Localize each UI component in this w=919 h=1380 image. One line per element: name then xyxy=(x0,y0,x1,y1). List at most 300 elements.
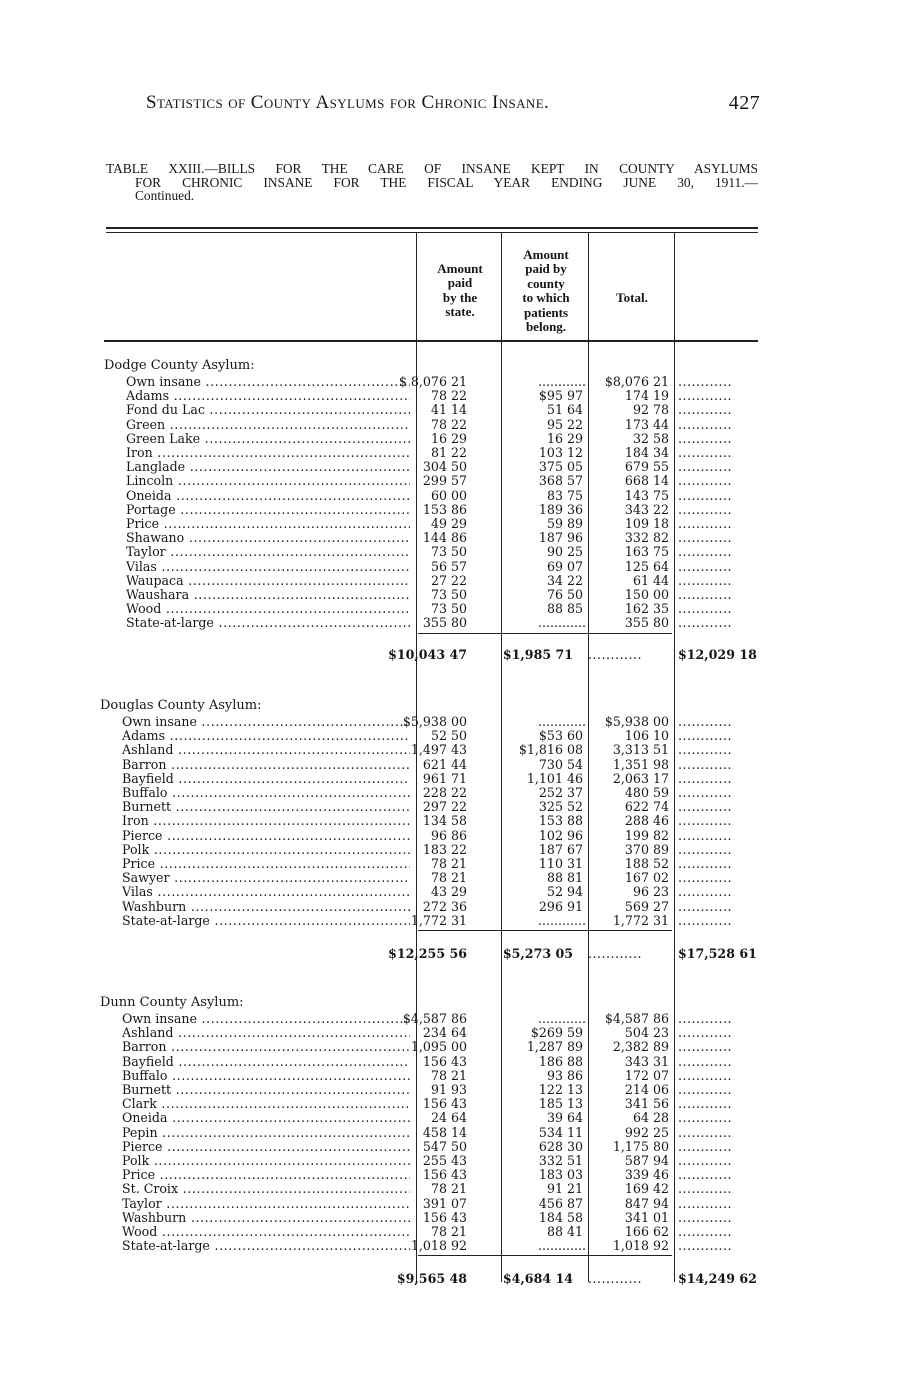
row-total: 61 44 xyxy=(632,572,669,588)
filler-dots: ............ xyxy=(678,573,733,588)
table-row xyxy=(96,1225,766,1239)
header-total-label: Total. xyxy=(616,290,648,305)
row-total: 174 19 xyxy=(624,388,669,404)
row-label: Own insane ..... xyxy=(122,1012,410,1026)
row-total: 188 52 xyxy=(624,856,669,871)
table-row xyxy=(96,800,766,814)
table-row xyxy=(96,588,766,602)
county-amount: ............ xyxy=(537,714,586,729)
grand-total: $14,249 62 xyxy=(678,1271,757,1287)
row-total: 343 22 xyxy=(624,501,669,517)
table-title-line-3: Continued. xyxy=(135,188,195,203)
header-county-line: county xyxy=(527,275,565,291)
row-total: 214 06 xyxy=(624,1082,669,1097)
table-row xyxy=(96,1097,766,1111)
header-county-line: paid by xyxy=(525,261,567,277)
row-total: 163 75 xyxy=(624,544,669,560)
row-total: 341 01 xyxy=(624,1209,669,1225)
county-amount: ............ xyxy=(537,912,586,928)
county-amount: 39 64 xyxy=(546,1110,583,1126)
row-label: Pepin ..... xyxy=(122,1126,410,1140)
total-county: $4,684 14 xyxy=(502,1271,573,1287)
filler-dots: ............ xyxy=(678,729,733,744)
table-row xyxy=(96,517,766,531)
table-row xyxy=(96,1040,766,1054)
county-amount: 59 89 xyxy=(546,516,583,531)
state-amount: 27 22 xyxy=(430,572,467,588)
state-amount: 1,018 92 xyxy=(410,1238,467,1254)
table-row xyxy=(96,885,766,899)
state-amount: 60 00 xyxy=(430,487,467,503)
row-total: 92 78 xyxy=(632,402,669,418)
row-label: Waushara ..... xyxy=(126,588,410,602)
county-amount: 189 36 xyxy=(538,501,583,517)
county-amount: 368 57 xyxy=(538,473,583,489)
filler-dots: ............ xyxy=(678,1210,733,1225)
filler-dots: ............ xyxy=(678,842,733,857)
row-label: Iron ..... xyxy=(122,814,410,828)
page-number: 427 xyxy=(728,92,760,114)
county-amount: $1,816 08 xyxy=(518,742,583,758)
filler-dots: ............ xyxy=(678,814,733,829)
row-label: Barron ..... xyxy=(122,1040,410,1054)
row-label: Oneida ..... xyxy=(122,1111,410,1125)
section-title: Douglas County Asylum: xyxy=(100,698,262,713)
table-row xyxy=(96,900,766,914)
county-amount: 332 51 xyxy=(538,1153,583,1168)
row-total: 504 23 xyxy=(624,1025,669,1041)
state-amount: 24 64 xyxy=(430,1110,467,1126)
row-total: 1,018 92 xyxy=(612,1238,669,1254)
county-amount: 122 13 xyxy=(538,1082,583,1097)
row-total: 143 75 xyxy=(624,487,669,503)
county-amount: 110 31 xyxy=(538,856,583,871)
filler-dots: ............ xyxy=(678,616,733,631)
table-row xyxy=(96,743,766,757)
header-bottom-rule xyxy=(104,340,758,342)
county-amount: 52 94 xyxy=(546,884,583,900)
row-total: 64 28 xyxy=(632,1110,669,1126)
table-row xyxy=(96,531,766,545)
filler-dots: ............ xyxy=(678,460,733,475)
section-title: Dodge County Asylum: xyxy=(104,358,255,373)
county-amount: 628 30 xyxy=(538,1138,583,1154)
table-row xyxy=(96,1182,766,1196)
filler-dots: ............ xyxy=(678,1068,733,1083)
table-row xyxy=(96,602,766,616)
filler-dots: ............ xyxy=(678,502,733,517)
row-total: 339 46 xyxy=(624,1167,669,1183)
filler-dots: ............ xyxy=(678,1040,733,1055)
table-row xyxy=(96,489,766,503)
county-amount: ............ xyxy=(537,1238,586,1254)
row-label: Adams ..... xyxy=(122,729,410,743)
row-label: Ashland ..... xyxy=(122,743,410,757)
state-amount: 1,095 00 xyxy=(410,1039,467,1055)
filler-dots: ............ xyxy=(678,771,733,786)
filler-dots: ............ xyxy=(678,1225,733,1239)
state-amount: $4,587 86 xyxy=(402,1011,467,1026)
filler-dots: ............ xyxy=(678,559,733,574)
county-amount: 534 11 xyxy=(538,1124,583,1140)
table-row xyxy=(96,474,766,488)
running-head xyxy=(146,92,760,116)
table-row xyxy=(96,389,766,403)
header-county-line: to which xyxy=(522,290,570,306)
header-county-line: belong. xyxy=(525,319,567,335)
county-amount: 252 37 xyxy=(538,785,583,800)
table-row xyxy=(96,772,766,786)
row-label: Sawyer ..... xyxy=(122,871,410,885)
table-row xyxy=(96,446,766,460)
state-amount: 304 50 xyxy=(422,459,467,475)
filler-dots: ............ xyxy=(678,1012,733,1026)
county-amount: 88 81 xyxy=(546,870,583,886)
county-amount: 51 64 xyxy=(546,402,583,418)
row-label: Pierce ..... xyxy=(122,829,410,843)
row-total: 341 56 xyxy=(624,1096,669,1112)
table-row xyxy=(96,403,766,417)
state-amount: 458 14 xyxy=(422,1124,467,1140)
table-row xyxy=(96,829,766,843)
row-label: Waupaca ..... xyxy=(126,574,410,588)
table-row xyxy=(96,1069,766,1083)
state-amount: 156 43 xyxy=(422,1167,467,1183)
filler-dots: ............ xyxy=(678,757,733,772)
county-amount: $53 60 xyxy=(538,728,583,744)
filler-dots: ............ xyxy=(678,446,733,460)
table-row xyxy=(96,914,766,928)
total-state: $10,043 47 xyxy=(388,646,467,662)
total-dots: ............ xyxy=(588,946,643,961)
total-state: $9,565 48 xyxy=(396,1271,467,1287)
subtotal-rule xyxy=(418,1255,672,1256)
county-amount: 186 88 xyxy=(538,1053,583,1069)
state-amount: 78 21 xyxy=(430,856,467,871)
row-total: 847 94 xyxy=(624,1195,669,1211)
county-amount: 1,287 89 xyxy=(526,1039,583,1055)
filler-dots: ............ xyxy=(678,800,733,815)
state-amount: 391 07 xyxy=(422,1195,467,1211)
filler-dots: ............ xyxy=(678,474,733,489)
row-total: 150 00 xyxy=(624,587,669,602)
state-amount: 144 86 xyxy=(422,530,467,546)
row-label: State-at-large ..... xyxy=(122,914,410,928)
county-amount: 184 58 xyxy=(538,1209,583,1225)
filler-dots: ............ xyxy=(678,885,733,900)
filler-dots: ............ xyxy=(678,1097,733,1112)
row-total: 125 64 xyxy=(624,558,669,574)
state-amount: $ 8,076 21 xyxy=(398,374,467,389)
row-total: 569 27 xyxy=(624,898,669,914)
state-amount: 961 71 xyxy=(422,770,467,786)
filler-dots: ............ xyxy=(678,1125,733,1140)
filler-dots: ............ xyxy=(678,857,733,871)
county-amount: 91 21 xyxy=(546,1181,583,1197)
filler-dots: ............ xyxy=(678,899,733,914)
filler-dots: ............ xyxy=(678,1083,733,1097)
row-label: Lincoln ..... xyxy=(126,474,410,488)
filler-dots: ............ xyxy=(678,488,733,503)
state-amount: 78 21 xyxy=(430,870,467,886)
row-total: 166 62 xyxy=(624,1224,669,1239)
grand-total: $12,029 18 xyxy=(678,646,757,662)
filler-dots: ............ xyxy=(678,403,733,418)
row-label: Vilas ..... xyxy=(126,560,410,574)
row-total: $5,938 00 xyxy=(604,714,669,729)
state-amount: 156 43 xyxy=(422,1209,467,1225)
table-row xyxy=(96,545,766,559)
row-total: 370 89 xyxy=(624,841,669,857)
filler-dots: ............ xyxy=(678,871,733,886)
filler-dots: ............ xyxy=(678,1054,733,1069)
header-top-rule xyxy=(106,227,758,229)
row-total: 162 35 xyxy=(624,601,669,617)
row-label: Polk ..... xyxy=(122,1154,410,1168)
table-row xyxy=(96,857,766,871)
header-top-rule-2 xyxy=(106,232,758,233)
filler-dots: ............ xyxy=(678,1026,733,1041)
row-label: Fond du Lac ..... xyxy=(126,403,410,417)
state-amount: 56 57 xyxy=(430,558,467,574)
county-amount: 456 87 xyxy=(538,1195,583,1211)
state-amount: 156 43 xyxy=(422,1053,467,1069)
header-state-line: state. xyxy=(445,304,475,320)
row-label: Own insane ..... xyxy=(126,375,410,389)
state-amount: 255 43 xyxy=(422,1153,467,1168)
subtotal-rule xyxy=(418,633,672,634)
row-label: State-at-large ..... xyxy=(122,1239,410,1253)
row-total: 169 42 xyxy=(624,1181,669,1197)
state-amount: 1,772 31 xyxy=(410,912,467,928)
table-row xyxy=(96,1083,766,1097)
row-total: 2,063 17 xyxy=(612,770,669,786)
grand-total: $17,528 61 xyxy=(678,946,757,961)
row-total: 3,313 51 xyxy=(612,742,669,758)
state-amount: 73 50 xyxy=(430,601,467,617)
row-label: Burnett ..... xyxy=(122,800,410,814)
county-amount: 187 67 xyxy=(538,841,583,857)
county-amount: 88 85 xyxy=(546,601,583,617)
row-total: 96 23 xyxy=(632,884,669,900)
row-total: 1,772 31 xyxy=(612,912,669,928)
filler-dots: ............ xyxy=(678,588,733,602)
row-total: 109 18 xyxy=(624,516,669,531)
state-amount: 621 44 xyxy=(422,756,467,772)
header-state-line: by the xyxy=(442,289,478,305)
row-total: 1,351 98 xyxy=(612,756,669,772)
row-total: 288 46 xyxy=(624,813,669,829)
row-label: Vilas ..... xyxy=(122,885,410,899)
state-amount: 78 22 xyxy=(430,388,467,404)
filler-dots: ............ xyxy=(678,786,733,800)
row-label: Polk ..... xyxy=(122,843,410,857)
header-amount-state xyxy=(418,262,502,320)
state-amount: 52 50 xyxy=(430,728,467,744)
table-title-line-1: TABLE XXIII.—BILLS FOR THE CARE OF INSANE KEPT IN COUNTY ASYLUMS xyxy=(106,161,758,176)
row-label: Washburn ..... xyxy=(122,900,410,914)
state-amount: $5,938 00 xyxy=(402,714,467,729)
header-state-line: Amount xyxy=(437,261,483,276)
county-amount: 69 07 xyxy=(546,558,583,574)
state-amount: 73 50 xyxy=(430,587,467,602)
state-amount: 299 57 xyxy=(422,473,467,489)
table-title-line-2: FOR CHRONIC INSANE FOR THE FISCAL YEAR ENDING JUNE 30, 1911.— xyxy=(135,174,758,190)
county-amount: ............ xyxy=(537,374,586,389)
table-row xyxy=(96,1239,766,1253)
county-amount: 83 75 xyxy=(546,487,583,503)
state-amount: 78 21 xyxy=(430,1181,467,1197)
row-total: 679 55 xyxy=(624,459,669,475)
filler-dots: ............ xyxy=(678,1239,733,1254)
section-total-row xyxy=(96,946,766,962)
filler-dots: ............ xyxy=(678,743,733,758)
state-amount: 355 80 xyxy=(422,615,467,631)
filler-dots: ............ xyxy=(678,913,733,928)
row-total: 668 14 xyxy=(624,473,669,489)
row-total: 167 02 xyxy=(624,870,669,886)
filler-dots: ............ xyxy=(678,545,733,560)
state-amount: 43 29 xyxy=(430,884,467,900)
filler-dots: ............ xyxy=(678,389,733,404)
state-amount: 547 50 xyxy=(422,1138,467,1154)
row-label: Bayfield ..... xyxy=(122,1055,410,1069)
row-label: Green ..... xyxy=(126,418,410,432)
table-row xyxy=(96,1140,766,1154)
row-total: $8,076 21 xyxy=(604,374,669,389)
table-row xyxy=(96,758,766,772)
row-label: Taylor ..... xyxy=(122,1197,410,1211)
county-amount: 93 86 xyxy=(546,1067,583,1083)
row-label: Barron ..... xyxy=(122,758,410,772)
state-amount: 297 22 xyxy=(422,799,467,815)
total-dots: ............ xyxy=(588,646,643,662)
subtotal-rule xyxy=(418,930,672,931)
county-amount: 34 22 xyxy=(546,572,583,588)
state-amount: 228 22 xyxy=(422,785,467,800)
state-amount: 78 21 xyxy=(430,1067,467,1083)
table-row xyxy=(96,843,766,857)
row-total: $4,587 86 xyxy=(604,1011,669,1026)
header-county-line: patients xyxy=(523,304,569,320)
state-amount: 153 86 xyxy=(422,501,467,517)
row-total: 622 74 xyxy=(624,799,669,815)
row-label: Washburn ..... xyxy=(122,1211,410,1225)
table-row xyxy=(96,1111,766,1125)
table-row xyxy=(96,814,766,828)
county-amount: 102 96 xyxy=(538,827,583,843)
table-row xyxy=(96,560,766,574)
total-state: $12,255 56 xyxy=(388,946,467,961)
county-amount: ............ xyxy=(537,1011,586,1026)
total-dots: ............ xyxy=(588,1271,643,1287)
county-amount: 76 50 xyxy=(546,587,583,602)
county-amount: $95 97 xyxy=(538,388,583,404)
table-row xyxy=(96,715,766,729)
table-row xyxy=(96,418,766,432)
row-label: Oneida ..... xyxy=(126,489,410,503)
table-row xyxy=(96,1055,766,1069)
total-county: $1,985 71 xyxy=(502,646,573,662)
table-title xyxy=(106,162,758,203)
table-row xyxy=(96,503,766,517)
county-amount: 187 96 xyxy=(538,530,583,546)
table-row xyxy=(96,1211,766,1225)
row-total: 992 25 xyxy=(624,1124,669,1140)
row-total: 355 80 xyxy=(624,615,669,631)
filler-dots: ............ xyxy=(678,375,733,389)
county-amount: 153 88 xyxy=(538,813,583,829)
total-county: $5,273 05 xyxy=(502,946,573,961)
row-total: 480 59 xyxy=(624,785,669,800)
state-amount: 183 22 xyxy=(422,841,467,857)
table-row xyxy=(96,574,766,588)
filler-dots: ............ xyxy=(678,517,733,531)
row-label: Portage ..... xyxy=(126,503,410,517)
row-label: State-at-large ..... xyxy=(126,616,410,630)
table-row xyxy=(96,616,766,630)
state-amount: 134 58 xyxy=(422,813,467,829)
row-total: 106 10 xyxy=(624,728,669,744)
row-label: Shawano ..... xyxy=(126,531,410,545)
state-amount: 272 36 xyxy=(422,898,467,914)
row-total: 172 07 xyxy=(624,1067,669,1083)
table-row xyxy=(96,432,766,446)
filler-dots: ............ xyxy=(678,431,733,446)
row-label: Adams ..... xyxy=(126,389,410,403)
state-amount: 1,497 43 xyxy=(410,742,467,758)
section-total-row xyxy=(96,647,766,663)
filler-dots: ............ xyxy=(678,1139,733,1154)
row-label: Price ..... xyxy=(122,857,410,871)
row-label: Burnett ..... xyxy=(122,1083,410,1097)
state-amount: 73 50 xyxy=(430,544,467,560)
header-state-line: paid xyxy=(447,275,473,291)
county-amount: 90 25 xyxy=(546,544,583,560)
table-row xyxy=(96,1197,766,1211)
state-amount: 49 29 xyxy=(430,516,467,531)
state-amount: 78 21 xyxy=(430,1224,467,1239)
table-row xyxy=(96,1126,766,1140)
state-amount: 81 22 xyxy=(430,445,467,460)
filler-dots: ............ xyxy=(678,1154,733,1168)
row-total: 332 82 xyxy=(624,530,669,546)
header-county-line: Amount xyxy=(523,247,569,262)
county-amount: 730 54 xyxy=(538,756,583,772)
row-label: St. Croix ..... xyxy=(122,1182,410,1196)
row-label: Buffalo ..... xyxy=(122,1069,410,1083)
table-row xyxy=(96,1168,766,1182)
table-row xyxy=(96,1154,766,1168)
state-amount: 156 43 xyxy=(422,1096,467,1112)
row-total: 173 44 xyxy=(624,416,669,432)
table-row xyxy=(96,375,766,389)
county-amount: 88 41 xyxy=(546,1224,583,1239)
row-label: Buffalo ..... xyxy=(122,786,410,800)
state-amount: 234 64 xyxy=(422,1025,467,1041)
row-total: 199 82 xyxy=(624,827,669,843)
county-amount: 296 91 xyxy=(538,898,583,914)
county-amount: 1,101 46 xyxy=(526,770,583,786)
filler-dots: ............ xyxy=(678,715,733,729)
filler-dots: ............ xyxy=(678,1168,733,1183)
row-label: Price ..... xyxy=(126,517,410,531)
row-label: Langlade ..... xyxy=(126,460,410,474)
state-amount: 91 93 xyxy=(430,1082,467,1097)
filler-dots: ............ xyxy=(678,1111,733,1126)
county-amount: $269 59 xyxy=(530,1025,583,1041)
row-total: 2,382 89 xyxy=(612,1039,669,1055)
